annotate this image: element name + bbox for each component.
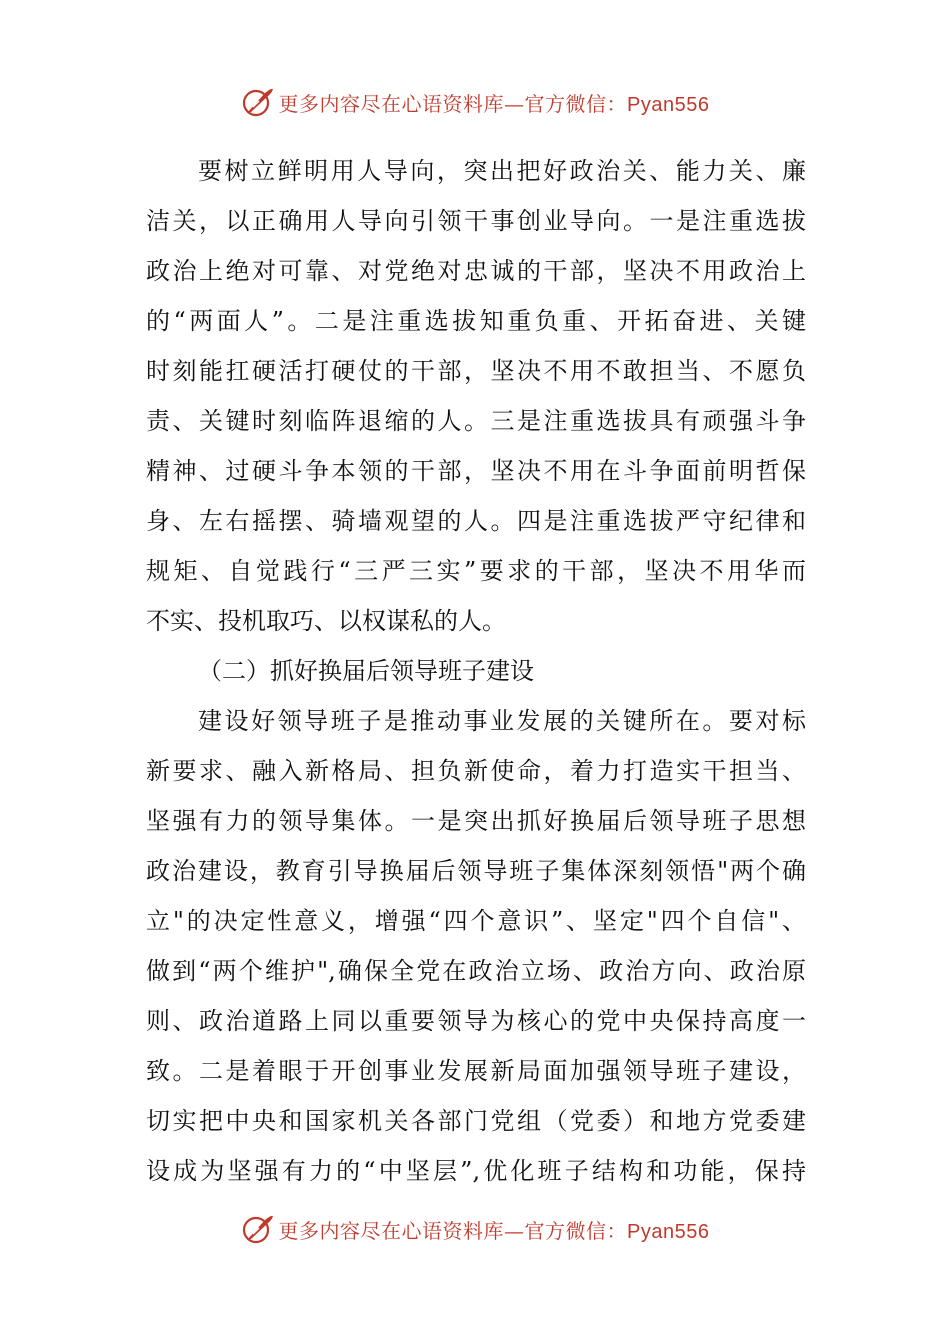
paragraph-line: 洁关，以正确用人导向引领干事创业导向。一是注重选拔 [146,207,806,235]
paragraph-line: 建设好领导班子是推动事业发展的关键所在。要对标 [198,707,806,735]
paragraph-line: 政治上绝对可靠、对党绝对忠诚的干部，坚决不用政治上 [146,257,806,285]
wechat-account: Pyan556 [627,1220,710,1243]
paragraph-line: 坚强有力的领导集体。一是突出抓好换届后领导班子思想 [146,807,806,835]
paragraph-line: 致。二是着眼于开创事业发展新局面加强领导班子建设， [146,1057,806,1085]
paragraph-line: 要树立鲜明用人导向，突出把好政治关、能力关、廉 [198,157,806,185]
paragraph-line: 责、关键时刻临阵退缩的人。三是注重选拔具有顽强斗争 [146,407,806,435]
quill-logo-icon [241,1212,275,1246]
paragraph-line: 立"的决定性意义，增强“四个意识”、坚定"四个自信"、 [146,907,806,935]
paragraph-line: 新要求、融入新格局、担负新使命，着力打造实干担当、 [146,757,806,785]
paragraph-line: 的“两面人”。二是注重选拔知重负重、开拓奋进、关键 [146,307,806,335]
paragraph-line: 则、政治道路上同以重要领导为核心的党中央保持高度一 [146,1007,806,1035]
paragraph-line: 精神、过硬斗争本领的干部，坚决不用在斗争面前明哲保 [146,457,806,485]
paragraph-line: 政治建设，教育引导换届后领导班子集体深刻领悟"两个确 [146,857,806,885]
wechat-account: Pyan556 [627,93,710,116]
footer-banner [0,1209,950,1249]
paragraph-line: 设成为坚强有力的“中坚层”,优化班子结构和功能，保持 [146,1157,806,1185]
section-heading: （二）抓好换届后领导班子建设 [198,657,534,685]
paragraph-line: 做到“两个维护",确保全党在政治立场、政治方向、政治原 [146,957,806,985]
paragraph-line: 时刻能扛硬活打硬仗的干部，坚决不用不敢担当、不愿负 [146,357,806,385]
paragraph-line: 不实、投机取巧、以权谋私的人。 [146,607,506,635]
banner-text: 更多内容尽在心语资料库—官方微信：Pyan556 [278,91,710,116]
paragraph-line: 切实把中央和国家机关各部门党组（党委）和地方党委建 [146,1107,806,1135]
quill-logo-icon [241,85,275,119]
paragraph-line: 规矩、自觉践行“三严三实”要求的干部，坚决不用华而 [146,557,806,585]
banner-text: 更多内容尽在心语资料库—官方微信：Pyan556 [278,1218,710,1243]
document-body [146,146,806,1196]
paragraph-line: 身、左右摇摆、骑墙观望的人。四是注重选拔严守纪律和 [146,507,806,535]
header-banner [0,82,950,122]
